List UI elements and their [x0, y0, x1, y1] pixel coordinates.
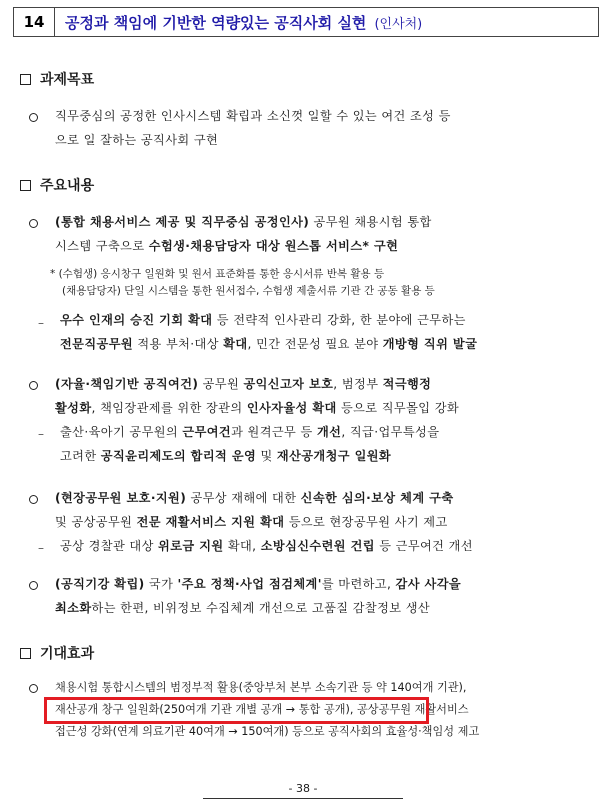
content-item-3-sub: 공상 경찰관 대상 위로금 지원 확대, 소방심신수련원 건립 등 근무여건 개선 [60, 539, 473, 553]
square-bullet-icon [20, 74, 31, 85]
section-heading-content: 주요내용 [20, 175, 94, 195]
circle-bullet-icon [29, 113, 38, 122]
content-item-4: (공직기강 확립) 국가 '주요 정책·사업 점검체계'를 마련하고, 감사 사각을 최소화하는 한편, 비위정보 수집체계 개선으로 고품질 감찰정보 생산 [55, 577, 462, 615]
dash-bullet-icon: – [38, 316, 44, 330]
circle-bullet-icon [29, 219, 38, 228]
section-heading-goal: 과제목표 [20, 69, 94, 89]
content-item-1-sub: 우수 인재의 승진 기회 확대 등 전략적 인사관리 강화, 한 분야에 근무하는 전문직공무원 적용 부처·대상 확대, 민간 전문성 필요 분야 개방형 직위 발굴 [60, 313, 478, 351]
circle-bullet-icon [29, 581, 38, 590]
title-box [13, 7, 599, 37]
content-item-2-sub: 출산·육아기 공무원의 근무여건과 원격근무 등 개선, 직급·업무특성을 고려한 공직윤리제도의 합리적 운영 및 재산공개청구 일원화 [60, 425, 440, 463]
content-item-2: (자율·책임기반 공직여건) 공무원 공익신고자 보호, 범정부 적극행정 활성화, 책임장관제를 위한 장관의 인사자율성 확대 등으로 직무몰입 강화 [55, 377, 460, 415]
page-number: - 38 - [288, 782, 318, 795]
circle-bullet-icon [29, 495, 38, 504]
dash-bullet-icon: – [38, 541, 44, 555]
task-number: 14 [14, 8, 55, 36]
title-main: 공정과 책임에 기반한 역량있는 공직사회 실현 [65, 13, 367, 32]
goal-text: 직무중심의 공정한 인사시스템 확립과 소신껏 일할 수 있는 여건 조성 등 으로 일 잘하는 공직사회 구현 [55, 109, 451, 147]
content-item-1: (통합 채용서비스 제공 및 직무중심 공정인사) 공무원 채용시험 통합 시스템 구축으로 수험생·채용담당자 대상 원스톱 서비스* 구현 [55, 215, 432, 253]
content-item-3: (현장공무원 보호·지원) 공무상 재해에 대한 신속한 심의·보상 체계 구축 및 공상공무원 전문 재활서비스 지원 확대 등으로 현장공무원 사기 제고 [55, 491, 454, 529]
dash-bullet-icon: – [38, 427, 44, 441]
section-heading-effect: 기대효과 [20, 643, 94, 663]
task-title [55, 8, 422, 36]
footer-divider [203, 798, 403, 799]
highlight-box [44, 697, 429, 724]
square-bullet-icon [20, 648, 31, 659]
circle-bullet-icon [29, 684, 38, 693]
content-item-1-note: * (수험생) 응시창구 일원화 및 원서 표준화를 통한 응시서류 반복 활용 등 (채용담당자) 단일 시스템을 통한 원서접수, 수험생 제출서류 기관 간 공동 활용 등 [50, 268, 435, 297]
title-agency: (인사처) [374, 16, 423, 32]
effect-text: 채용시험 통합시스템의 범정부적 활용(중앙부처 본부 소속기관 등 약 140여개 기관), 재산공개 창구 일원화(250여개 기관 개별 공개 → 통합 공개), 공상공무원 재활서비스 접근성 강화(연계 의료기관 40여개 → 150여개) 등으로 공직사회의 효율성·책임성 제고 [55, 681, 480, 738]
square-bullet-icon [20, 180, 31, 191]
circle-bullet-icon [29, 381, 38, 390]
